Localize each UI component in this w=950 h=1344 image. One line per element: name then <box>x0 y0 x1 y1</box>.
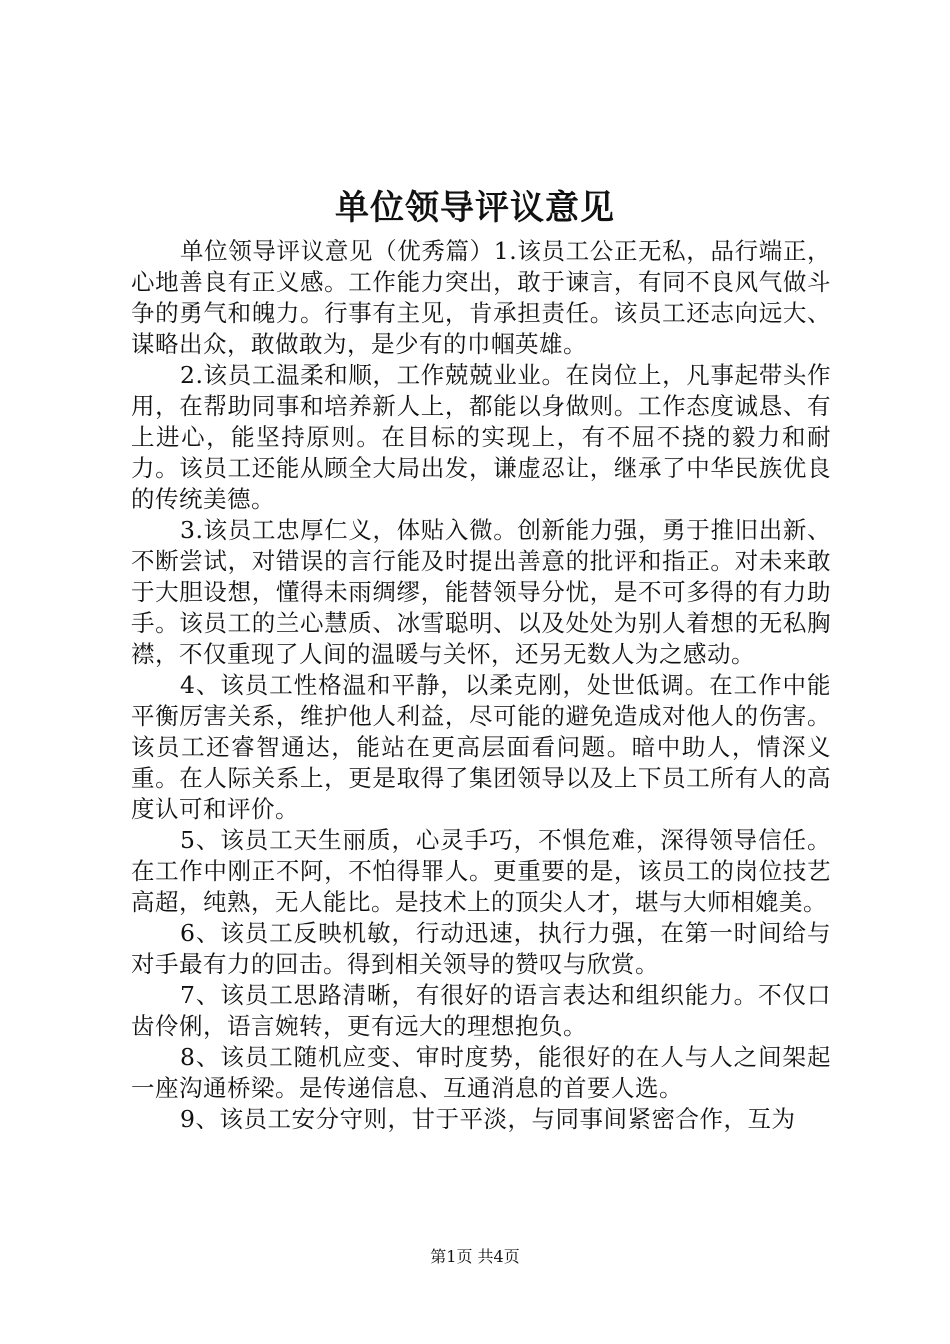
paragraph-3: 3.该员工忠厚仁义，体贴入微。创新能力强，勇于推旧出新、不断尝试，对错误的言行能及时提出善意的批评和指正。对未来敢于大胆设想，懂得未雨绸缪，能替领导分忧，是不可多得的有力助手。该员工的兰心慧质、冰雪聪明、以及处处为别人着想的无私胸襟，不仅重现了人间的温暖与关怀，还另无数人为之感动。 <box>131 516 831 668</box>
page-number-footer: 第1页 共4页 <box>430 1247 520 1266</box>
document-body <box>131 236 831 1135</box>
paragraph-8: 8、该员工随机应变、审时度势，能很好的在人与人之间架起一座沟通桥梁。是传递信息、互通消息的首要人选。 <box>131 1043 831 1102</box>
paragraph-1: 单位领导评议意见（优秀篇）1.该员工公正无私，品行端正，心地善良有正义感。工作能力突出，敢于谏言，有同不良风气做斗争的勇气和魄力。行事有主见，肯承担责任。该员工还志向远大、谋略出众，敢做敢为，是少有的巾帼英雄。 <box>131 237 831 358</box>
paragraph-7: 7、该员工思路清晰，有很好的语言表达和组织能力。不仅口齿伶俐，语言婉转，更有远大的理想抱负。 <box>131 981 831 1040</box>
paragraph-9: 9、该员工安分守则，甘于平淡，与同事间紧密合作，互为 <box>180 1105 796 1133</box>
document-title: 单位领导评议意见 <box>335 188 615 228</box>
paragraph-2: 2.该员工温柔和顺，工作兢兢业业。在岗位上，凡事起带头作用，在帮助同事和培养新人上，都能以身做则。工作态度诚恳、有上进心，能坚持原则。在目标的实现上，有不屈不挠的毅力和耐力。该员工还能从顾全大局出发，谦虚忍让，继承了中华民族优良的传统美德。 <box>131 361 831 513</box>
paragraph-6: 6、该员工反映机敏，行动迅速，执行力强，在第一时间给与对手最有力的回击。得到相关领导的赞叹与欣赏。 <box>131 919 831 978</box>
paragraph-4: 4、该员工性格温和平静，以柔克刚，处世低调。在工作中能平衡厉害关系，维护他人利益，尽可能的避免造成对他人的伤害。该员工还睿智通达，能站在更高层面看问题。暗中助人，情深义重。在人际关系上，更是取得了集团领导以及上下员工所有人的高度认可和评价。 <box>131 671 831 823</box>
paragraph-5: 5、该员工天生丽质，心灵手巧，不惧危难，深得领导信任。在工作中刚正不阿，不怕得罪人。更重要的是，该员工的岗位技艺高超，纯熟，无人能比。是技术上的顶尖人才，堪与大师相媲美。 <box>131 826 831 916</box>
